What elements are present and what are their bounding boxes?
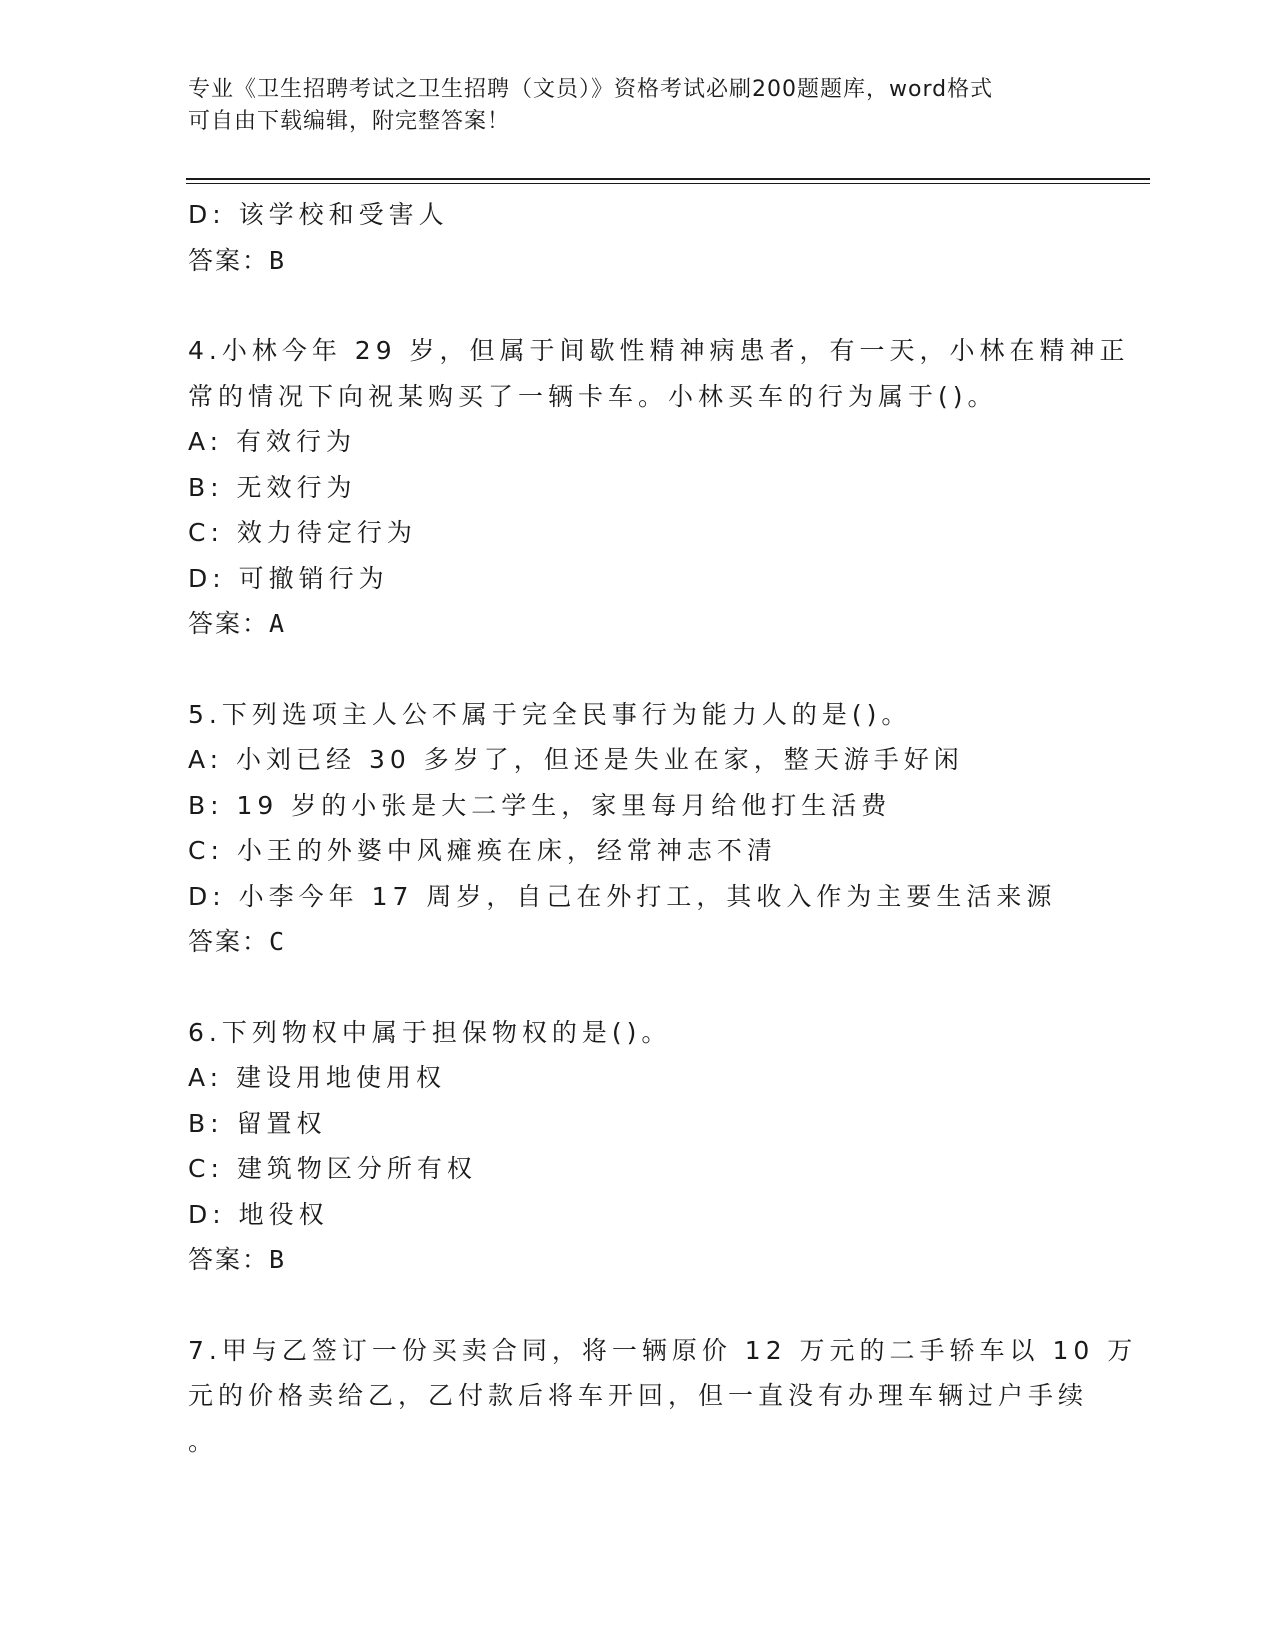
page-header (188, 74, 1068, 138)
question-stem-line-1: 6.下列物权中属于担保物权的是()。 (188, 1017, 672, 1047)
question-stem-line-1: 7.甲与乙签订一份买卖合同，将一辆原价 12 万元的二手轿车以 10 万 (188, 1335, 1138, 1365)
question-stem-line-2: 元的价格卖给乙，乙付款后将车开回，但一直没有办理车辆过户手续 (188, 1381, 1089, 1410)
answer-line: 答案：A (188, 609, 287, 638)
option-a: A: 小刘已经 30 多岁了，但还是失业在家，整天游手好闲 (188, 745, 964, 774)
spacer (188, 965, 1088, 1010)
option-c: C: 效力待定行为 (188, 518, 417, 547)
header-line-2: 可自由下载编辑，附完整答案！ (188, 109, 511, 134)
option-c: C: 建筑物区分所有权 (188, 1154, 477, 1183)
question-4 (188, 328, 1130, 647)
header-rule-thin (186, 183, 1150, 184)
header-rule-thick (186, 178, 1150, 180)
question-stem-line-2: 常的情况下向祝某购买了一辆卡车。小林买车的行为属于()。 (188, 381, 998, 411)
answer-line: 答案：C (188, 927, 287, 956)
option-d: D: 该学校和受害人 (188, 200, 449, 229)
question-content (188, 192, 1138, 1464)
option-d: D: 地役权 (188, 1199, 329, 1229)
spacer (188, 1283, 1088, 1328)
option-b: B: 留置权 (188, 1108, 327, 1138)
option-a: A: 建设用地使用权 (188, 1063, 447, 1092)
option-c: C: 小王的外婆中风瘫痪在床，经常神志不清 (188, 836, 777, 865)
option-b: B: 19 岁的小张是大二学生，家里每月给他打生活费 (188, 790, 892, 820)
option-a: A: 有效行为 (188, 427, 357, 456)
option-b: B: 无效行为 (188, 472, 357, 502)
question-stem-line-1: 4.小林今年 29 岁，但属于间歇性精神病患者，有一天，小林在精神正 (188, 336, 1130, 365)
question-3-tail (188, 192, 1088, 283)
option-d: D: 可撤销行为 (188, 563, 389, 593)
spacer (188, 283, 1088, 328)
question-5 (188, 692, 1088, 965)
question-stem-line-1: 5.下列选项主人公不属于完全民事行为能力人的是()。 (188, 699, 912, 729)
header-line-1: 专业《卫生招聘考试之卫生招聘（文员）》资格考试必刷200题题库，word格式 (188, 77, 994, 102)
answer-line: 答案：B (188, 245, 287, 275)
option-d: D: 小李今年 17 周岁，自己在外打工，其收入作为主要生活来源 (188, 881, 1057, 911)
question-7 (188, 1328, 1138, 1465)
spacer (188, 647, 1088, 692)
question-stem-line-3: 。 (188, 1426, 219, 1456)
question-6 (188, 1010, 1088, 1283)
answer-line: 答案：B (188, 1245, 287, 1274)
